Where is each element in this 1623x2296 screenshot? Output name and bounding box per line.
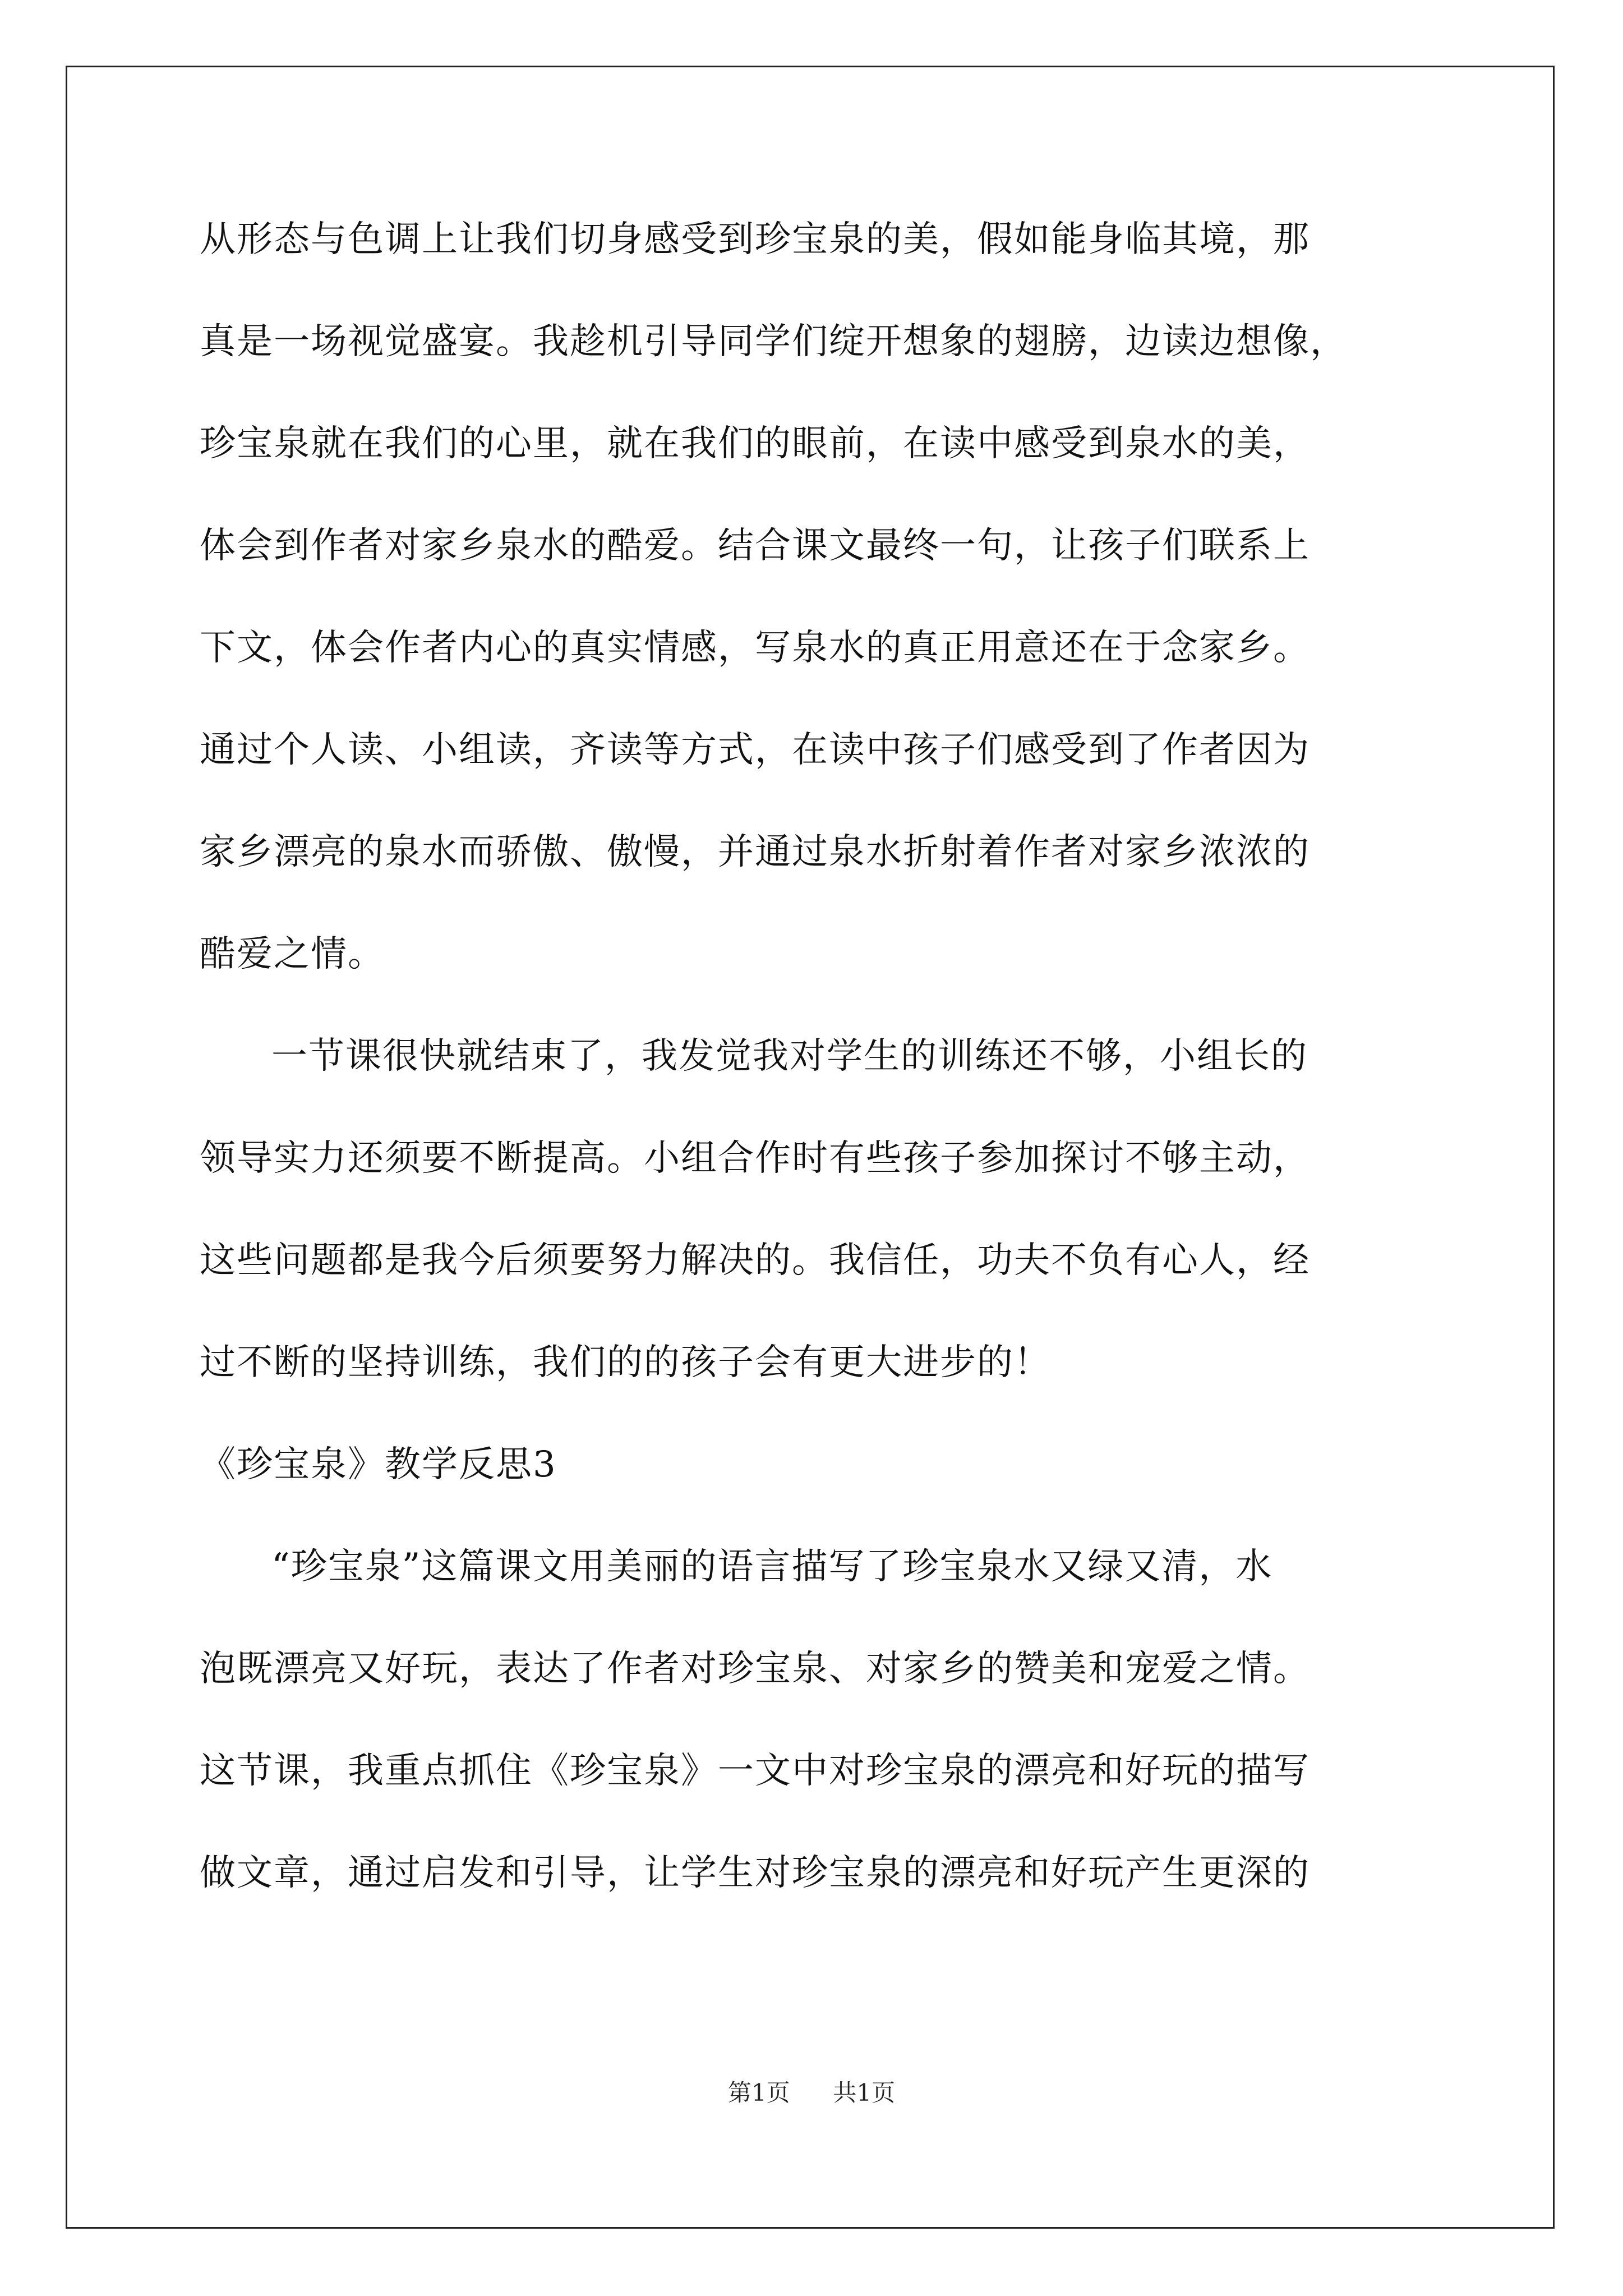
paragraph-1 — [200, 219, 1439, 975]
text-line: 一节课很快就结束了，我发觉我对学生的训练还不够，小组长的 — [271, 1036, 1308, 1077]
text-line: 过不断的坚持训练，我们的的孩子会有更大进步的！ — [200, 1342, 1051, 1383]
text-line: 家乡漂亮的泉水而骄傲、傲慢，并通过泉水折射着作者对家乡浓浓的 — [200, 831, 1310, 873]
text-line: 下文，体会作者内心的真实情感，写泉水的真正用意还在于念家乡。 — [200, 627, 1310, 669]
page-number: 第1页 — [727, 2079, 790, 2106]
text-line: 领导实力还须要不断提高。小组合作时有些孩子参加探讨不够主动， — [200, 1138, 1310, 1179]
text-line: 从形态与色调上让我们切身感受到珍宝泉的美，假如能身临其境，那 — [200, 219, 1310, 260]
text-line: “珍宝泉”这篇课文用美丽的语言描写了珍宝泉水又绿又清，水 — [271, 1546, 1273, 1588]
text-line: 体会到作者对家乡泉水的酷爱。结合课文最终一句，让孩子们联系上 — [200, 525, 1310, 567]
text-line: 酷爱之情。 — [200, 933, 385, 975]
paragraph-3 — [200, 1546, 1439, 1894]
paragraph-2 — [200, 1038, 1439, 1381]
text-line: 做文章，通过启发和引导，让学生对珍宝泉的漂亮和好玩产生更深的 — [200, 1852, 1310, 1894]
page-footer — [0, 2081, 1623, 2105]
text-line: 真是一场视觉盛宴。我趁机引导同学们绽开想象的翅膀，边读边想像， — [200, 321, 1347, 362]
page-total: 共1页 — [833, 2079, 896, 2106]
document-body — [200, 219, 1439, 1957]
text-line: 这些问题都是我今后须要努力解决的。我信任，功夫不负有心人，经 — [200, 1240, 1310, 1281]
section-heading: 《珍宝泉》教学反思3 — [200, 1444, 557, 1485]
text-line: 这节课，我重点抓住《珍宝泉》一文中对珍宝泉的漂亮和好玩的描写 — [200, 1750, 1310, 1792]
text-line: 珍宝泉就在我们的心里，就在我们的眼前，在读中感受到泉水的美， — [200, 423, 1310, 464]
text-line: 泡既漂亮又好玩，表达了作者对珍宝泉、对家乡的赞美和宠爱之情。 — [200, 1648, 1310, 1690]
text-line: 通过个人读、小组读，齐读等方式，在读中孩子们感受到了作者因为 — [200, 729, 1310, 771]
